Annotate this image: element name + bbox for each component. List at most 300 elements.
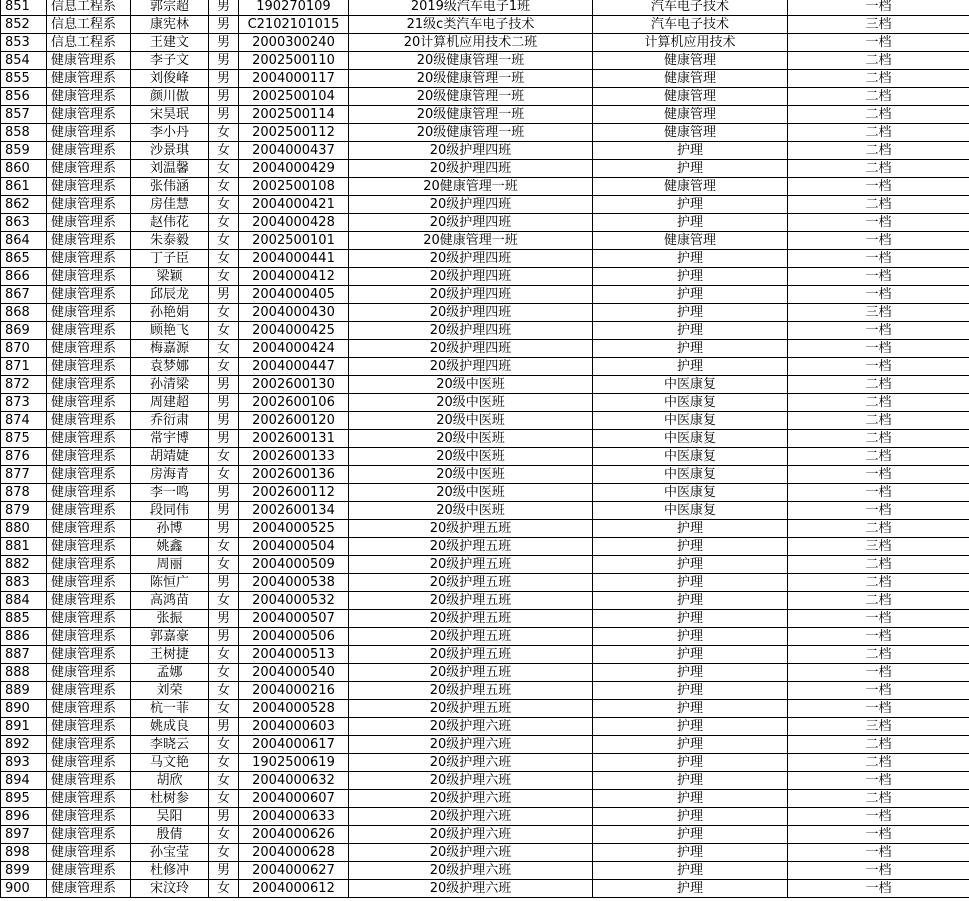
table-row bbox=[1, 106, 969, 124]
student-name-cell: 孟娜 bbox=[131, 664, 209, 682]
row-number-cell: 889 bbox=[1, 682, 47, 700]
level-cell: 一档 bbox=[788, 862, 969, 880]
student-id-cell: 2004000504 bbox=[239, 538, 349, 556]
level-cell: 二档 bbox=[788, 592, 969, 610]
table-row bbox=[1, 448, 969, 466]
table-row bbox=[1, 286, 969, 304]
student-id-cell: 2004000216 bbox=[239, 682, 349, 700]
department-cell: 健康管理系 bbox=[47, 430, 131, 448]
student-name-cell: 杜修冲 bbox=[131, 862, 209, 880]
student-id-cell: 2004000627 bbox=[239, 862, 349, 880]
table-row bbox=[1, 466, 969, 484]
department-cell: 健康管理系 bbox=[47, 664, 131, 682]
class-name-cell: 20级中医班 bbox=[349, 466, 593, 484]
student-name-cell: 马文艳 bbox=[131, 754, 209, 772]
department-cell: 健康管理系 bbox=[47, 286, 131, 304]
row-number-cell: 862 bbox=[1, 196, 47, 214]
class-name-cell: 21级c类汽车电子技术 bbox=[349, 16, 593, 34]
major-cell: 护理 bbox=[593, 160, 788, 178]
level-cell: 一档 bbox=[788, 232, 969, 250]
major-cell: 护理 bbox=[593, 718, 788, 736]
student-name-cell: 颜川傲 bbox=[131, 88, 209, 106]
level-cell: 二档 bbox=[788, 70, 969, 88]
row-number-cell: 879 bbox=[1, 502, 47, 520]
table-row bbox=[1, 880, 969, 898]
gender-cell: 男 bbox=[209, 376, 239, 394]
class-name-cell: 20级中医班 bbox=[349, 412, 593, 430]
gender-cell: 男 bbox=[209, 502, 239, 520]
class-name-cell: 20级护理五班 bbox=[349, 556, 593, 574]
major-cell: 护理 bbox=[593, 790, 788, 808]
student-name-cell: 宋昊珉 bbox=[131, 106, 209, 124]
class-name-cell: 20健康管理一班 bbox=[349, 178, 593, 196]
table-row bbox=[1, 790, 969, 808]
student-name-cell: 刘俊峰 bbox=[131, 70, 209, 88]
gender-cell: 女 bbox=[209, 304, 239, 322]
student-id-cell: 2004000525 bbox=[239, 520, 349, 538]
major-cell: 护理 bbox=[593, 754, 788, 772]
major-cell: 护理 bbox=[593, 880, 788, 898]
gender-cell: 女 bbox=[209, 682, 239, 700]
student-id-cell: 2004000617 bbox=[239, 736, 349, 754]
student-id-cell: 2004000507 bbox=[239, 610, 349, 628]
gender-cell: 女 bbox=[209, 448, 239, 466]
level-cell: 二档 bbox=[788, 736, 969, 754]
student-id-cell: 2004000447 bbox=[239, 358, 349, 376]
student-id-cell: 2002500108 bbox=[239, 178, 349, 196]
row-number-cell: 876 bbox=[1, 448, 47, 466]
row-number-cell: 865 bbox=[1, 250, 47, 268]
table-row bbox=[1, 430, 969, 448]
student-id-cell: 2004000425 bbox=[239, 322, 349, 340]
student-id-cell: 2004000607 bbox=[239, 790, 349, 808]
department-cell: 健康管理系 bbox=[47, 538, 131, 556]
class-name-cell: 20级护理四班 bbox=[349, 304, 593, 322]
department-cell: 健康管理系 bbox=[47, 250, 131, 268]
table-row bbox=[1, 322, 969, 340]
student-name-cell: 刘荣 bbox=[131, 682, 209, 700]
student-name-cell: 丁子臣 bbox=[131, 250, 209, 268]
class-name-cell: 20级护理五班 bbox=[349, 664, 593, 682]
department-cell: 健康管理系 bbox=[47, 196, 131, 214]
class-name-cell: 20健康管理一班 bbox=[349, 232, 593, 250]
row-number-cell: 872 bbox=[1, 376, 47, 394]
row-number-cell: 899 bbox=[1, 862, 47, 880]
gender-cell: 男 bbox=[209, 610, 239, 628]
class-name-cell: 20计算机应用技术二班 bbox=[349, 34, 593, 52]
row-number-cell: 858 bbox=[1, 124, 47, 142]
gender-cell: 男 bbox=[209, 70, 239, 88]
student-id-cell: 2002600131 bbox=[239, 430, 349, 448]
major-cell: 护理 bbox=[593, 250, 788, 268]
table-row bbox=[1, 268, 969, 286]
department-cell: 健康管理系 bbox=[47, 592, 131, 610]
row-number-cell: 896 bbox=[1, 808, 47, 826]
gender-cell: 女 bbox=[209, 178, 239, 196]
major-cell: 护理 bbox=[593, 142, 788, 160]
row-number-cell: 861 bbox=[1, 178, 47, 196]
student-name-cell: 孙清梁 bbox=[131, 376, 209, 394]
class-name-cell: 20级护理六班 bbox=[349, 790, 593, 808]
level-cell: 二档 bbox=[788, 448, 969, 466]
level-cell: 一档 bbox=[788, 286, 969, 304]
gender-cell: 男 bbox=[209, 88, 239, 106]
major-cell: 护理 bbox=[593, 322, 788, 340]
gender-cell: 女 bbox=[209, 196, 239, 214]
class-name-cell: 20级护理四班 bbox=[349, 286, 593, 304]
level-cell: 二档 bbox=[788, 52, 969, 70]
student-id-cell: 2004000506 bbox=[239, 628, 349, 646]
major-cell: 健康管理 bbox=[593, 70, 788, 88]
gender-cell: 女 bbox=[209, 826, 239, 844]
level-cell: 二档 bbox=[788, 394, 969, 412]
student-id-cell: 2002600136 bbox=[239, 466, 349, 484]
class-name-cell: 20级护理五班 bbox=[349, 682, 593, 700]
gender-cell: 男 bbox=[209, 34, 239, 52]
row-number-cell: 870 bbox=[1, 340, 47, 358]
row-number-cell: 898 bbox=[1, 844, 47, 862]
department-cell: 健康管理系 bbox=[47, 394, 131, 412]
level-cell: 二档 bbox=[788, 790, 969, 808]
department-cell: 健康管理系 bbox=[47, 628, 131, 646]
student-id-cell: 2004000528 bbox=[239, 700, 349, 718]
level-cell: 二档 bbox=[788, 88, 969, 106]
department-cell: 健康管理系 bbox=[47, 808, 131, 826]
department-cell: 信息工程系 bbox=[47, 34, 131, 52]
gender-cell: 男 bbox=[209, 106, 239, 124]
gender-cell: 女 bbox=[209, 322, 239, 340]
major-cell: 护理 bbox=[593, 646, 788, 664]
table-row bbox=[1, 592, 969, 610]
major-cell: 护理 bbox=[593, 340, 788, 358]
student-id-cell: 2004000405 bbox=[239, 286, 349, 304]
row-number-cell: 894 bbox=[1, 772, 47, 790]
department-cell: 健康管理系 bbox=[47, 736, 131, 754]
gender-cell: 男 bbox=[209, 430, 239, 448]
major-cell: 护理 bbox=[593, 538, 788, 556]
department-cell: 健康管理系 bbox=[47, 448, 131, 466]
level-cell: 一档 bbox=[788, 664, 969, 682]
row-number-cell: 885 bbox=[1, 610, 47, 628]
department-cell: 健康管理系 bbox=[47, 718, 131, 736]
student-name-cell: 赵伟花 bbox=[131, 214, 209, 232]
gender-cell: 女 bbox=[209, 754, 239, 772]
class-name-cell: 20级护理六班 bbox=[349, 880, 593, 898]
table-row bbox=[1, 826, 969, 844]
department-cell: 健康管理系 bbox=[47, 646, 131, 664]
gender-cell: 女 bbox=[209, 592, 239, 610]
level-cell: 一档 bbox=[788, 178, 969, 196]
level-cell: 三档 bbox=[788, 16, 969, 34]
student-id-cell: 2004000538 bbox=[239, 574, 349, 592]
level-cell: 二档 bbox=[788, 106, 969, 124]
student-name-cell: 胡欣 bbox=[131, 772, 209, 790]
table-row bbox=[1, 250, 969, 268]
row-number-cell: 855 bbox=[1, 70, 47, 88]
student-name-cell: 康宪林 bbox=[131, 16, 209, 34]
table-row bbox=[1, 862, 969, 880]
student-name-cell: 房海青 bbox=[131, 466, 209, 484]
row-number-cell: 863 bbox=[1, 214, 47, 232]
level-cell: 三档 bbox=[788, 304, 969, 322]
class-name-cell: 20级护理四班 bbox=[349, 196, 593, 214]
gender-cell: 女 bbox=[209, 250, 239, 268]
student-name-cell: 梅嘉源 bbox=[131, 340, 209, 358]
table-row bbox=[1, 664, 969, 682]
class-name-cell: 20级健康管理一班 bbox=[349, 52, 593, 70]
class-name-cell: 20级护理五班 bbox=[349, 700, 593, 718]
table-row bbox=[1, 142, 969, 160]
student-id-cell: 2002600120 bbox=[239, 412, 349, 430]
table-row bbox=[1, 682, 969, 700]
table-row bbox=[1, 736, 969, 754]
major-cell: 健康管理 bbox=[593, 106, 788, 124]
class-name-cell: 20级护理四班 bbox=[349, 322, 593, 340]
student-id-cell: 2004000632 bbox=[239, 772, 349, 790]
row-number-cell: 882 bbox=[1, 556, 47, 574]
major-cell: 护理 bbox=[593, 358, 788, 376]
department-cell: 健康管理系 bbox=[47, 376, 131, 394]
class-name-cell: 20级健康管理一班 bbox=[349, 70, 593, 88]
major-cell: 护理 bbox=[593, 844, 788, 862]
department-cell: 健康管理系 bbox=[47, 520, 131, 538]
row-number-cell: 854 bbox=[1, 52, 47, 70]
table-row bbox=[1, 70, 969, 88]
major-cell: 健康管理 bbox=[593, 88, 788, 106]
major-cell: 护理 bbox=[593, 574, 788, 592]
major-cell: 中医康复 bbox=[593, 466, 788, 484]
class-name-cell: 20级护理五班 bbox=[349, 574, 593, 592]
table-row bbox=[1, 754, 969, 772]
major-cell: 护理 bbox=[593, 592, 788, 610]
student-id-cell: 2004000424 bbox=[239, 340, 349, 358]
gender-cell: 男 bbox=[209, 412, 239, 430]
table-row bbox=[1, 484, 969, 502]
student-name-cell: 殷倩 bbox=[131, 826, 209, 844]
department-cell: 健康管理系 bbox=[47, 340, 131, 358]
level-cell: 一档 bbox=[788, 268, 969, 286]
department-cell: 信息工程系 bbox=[47, 0, 131, 16]
student-id-cell: 2004000437 bbox=[239, 142, 349, 160]
class-name-cell: 20级护理四班 bbox=[349, 142, 593, 160]
gender-cell: 男 bbox=[209, 16, 239, 34]
department-cell: 健康管理系 bbox=[47, 88, 131, 106]
row-number-cell: 859 bbox=[1, 142, 47, 160]
major-cell: 护理 bbox=[593, 700, 788, 718]
level-cell: 一档 bbox=[788, 214, 969, 232]
level-cell: 二档 bbox=[788, 376, 969, 394]
class-name-cell: 20级护理五班 bbox=[349, 538, 593, 556]
level-cell: 一档 bbox=[788, 772, 969, 790]
class-name-cell: 20级护理四班 bbox=[349, 160, 593, 178]
gender-cell: 男 bbox=[209, 808, 239, 826]
level-cell: 一档 bbox=[788, 502, 969, 520]
row-number-cell: 883 bbox=[1, 574, 47, 592]
department-cell: 健康管理系 bbox=[47, 880, 131, 898]
major-cell: 护理 bbox=[593, 214, 788, 232]
student-name-cell: 周建超 bbox=[131, 394, 209, 412]
class-name-cell: 20级护理四班 bbox=[349, 340, 593, 358]
department-cell: 健康管理系 bbox=[47, 682, 131, 700]
class-name-cell: 20级护理四班 bbox=[349, 268, 593, 286]
department-cell: 健康管理系 bbox=[47, 574, 131, 592]
row-number-cell: 873 bbox=[1, 394, 47, 412]
row-number-cell: 860 bbox=[1, 160, 47, 178]
student-id-cell: 2004000421 bbox=[239, 196, 349, 214]
department-cell: 健康管理系 bbox=[47, 556, 131, 574]
department-cell: 健康管理系 bbox=[47, 466, 131, 484]
level-cell: 一档 bbox=[788, 358, 969, 376]
row-number-cell: 881 bbox=[1, 538, 47, 556]
row-number-cell: 890 bbox=[1, 700, 47, 718]
student-name-cell: 李晓云 bbox=[131, 736, 209, 754]
major-cell: 中医康复 bbox=[593, 376, 788, 394]
row-number-cell: 874 bbox=[1, 412, 47, 430]
student-id-cell: 2004000532 bbox=[239, 592, 349, 610]
student-name-cell: 郭宗超 bbox=[131, 0, 209, 16]
major-cell: 护理 bbox=[593, 664, 788, 682]
major-cell: 护理 bbox=[593, 826, 788, 844]
major-cell: 护理 bbox=[593, 628, 788, 646]
major-cell: 护理 bbox=[593, 196, 788, 214]
student-id-cell: 2004000540 bbox=[239, 664, 349, 682]
major-cell: 护理 bbox=[593, 556, 788, 574]
student-name-cell: 高鸿苗 bbox=[131, 592, 209, 610]
row-number-cell: 893 bbox=[1, 754, 47, 772]
table-row bbox=[1, 304, 969, 322]
row-number-cell: 884 bbox=[1, 592, 47, 610]
row-number-cell: 878 bbox=[1, 484, 47, 502]
row-number-cell: 866 bbox=[1, 268, 47, 286]
table-row bbox=[1, 394, 969, 412]
table-row bbox=[1, 538, 969, 556]
student-name-cell: 王建文 bbox=[131, 34, 209, 52]
level-cell: 二档 bbox=[788, 142, 969, 160]
department-cell: 健康管理系 bbox=[47, 772, 131, 790]
student-id-cell: 1902500619 bbox=[239, 754, 349, 772]
student-name-cell: 房佳慧 bbox=[131, 196, 209, 214]
department-cell: 健康管理系 bbox=[47, 610, 131, 628]
table-row bbox=[1, 34, 969, 52]
student-name-cell: 孙艳娟 bbox=[131, 304, 209, 322]
department-cell: 信息工程系 bbox=[47, 16, 131, 34]
student-id-cell: 2004000603 bbox=[239, 718, 349, 736]
gender-cell: 女 bbox=[209, 664, 239, 682]
class-name-cell: 20级护理六班 bbox=[349, 754, 593, 772]
level-cell: 二档 bbox=[788, 196, 969, 214]
level-cell: 二档 bbox=[788, 124, 969, 142]
table-body bbox=[1, 0, 969, 898]
level-cell: 一档 bbox=[788, 34, 969, 52]
gender-cell: 女 bbox=[209, 700, 239, 718]
table-row bbox=[1, 718, 969, 736]
student-id-cell: C2102101015 bbox=[239, 16, 349, 34]
class-name-cell: 20级健康管理一班 bbox=[349, 106, 593, 124]
major-cell: 汽车电子技术 bbox=[593, 0, 788, 16]
gender-cell: 男 bbox=[209, 394, 239, 412]
department-cell: 健康管理系 bbox=[47, 52, 131, 70]
student-name-cell: 袁梦娜 bbox=[131, 358, 209, 376]
row-number-cell: 852 bbox=[1, 16, 47, 34]
major-cell: 护理 bbox=[593, 286, 788, 304]
major-cell: 中医康复 bbox=[593, 448, 788, 466]
department-cell: 健康管理系 bbox=[47, 322, 131, 340]
major-cell: 护理 bbox=[593, 682, 788, 700]
table-row bbox=[1, 52, 969, 70]
level-cell: 二档 bbox=[788, 574, 969, 592]
class-name-cell: 20级护理六班 bbox=[349, 844, 593, 862]
student-name-cell: 周丽 bbox=[131, 556, 209, 574]
department-cell: 健康管理系 bbox=[47, 268, 131, 286]
class-name-cell: 20级护理六班 bbox=[349, 862, 593, 880]
student-id-cell: 2004000626 bbox=[239, 826, 349, 844]
row-number-cell: 868 bbox=[1, 304, 47, 322]
class-name-cell: 20级健康管理一班 bbox=[349, 124, 593, 142]
class-name-cell: 20级护理六班 bbox=[349, 772, 593, 790]
class-name-cell: 20级护理五班 bbox=[349, 646, 593, 664]
department-cell: 健康管理系 bbox=[47, 826, 131, 844]
table-row bbox=[1, 844, 969, 862]
row-number-cell: 864 bbox=[1, 232, 47, 250]
gender-cell: 男 bbox=[209, 862, 239, 880]
class-name-cell: 20级护理四班 bbox=[349, 250, 593, 268]
major-cell: 护理 bbox=[593, 268, 788, 286]
student-name-cell: 孙宝莹 bbox=[131, 844, 209, 862]
row-number-cell: 888 bbox=[1, 664, 47, 682]
student-id-cell: 2004000513 bbox=[239, 646, 349, 664]
student-name-cell: 乔衍肃 bbox=[131, 412, 209, 430]
table-row bbox=[1, 358, 969, 376]
student-name-cell: 段同伟 bbox=[131, 502, 209, 520]
gender-cell: 女 bbox=[209, 646, 239, 664]
row-number-cell: 900 bbox=[1, 880, 47, 898]
student-name-cell: 孙博 bbox=[131, 520, 209, 538]
student-name-cell: 姚成良 bbox=[131, 718, 209, 736]
student-name-cell: 吴阳 bbox=[131, 808, 209, 826]
row-number-cell: 875 bbox=[1, 430, 47, 448]
department-cell: 健康管理系 bbox=[47, 412, 131, 430]
department-cell: 健康管理系 bbox=[47, 862, 131, 880]
table-row bbox=[1, 520, 969, 538]
student-id-cell: 2004000412 bbox=[239, 268, 349, 286]
department-cell: 健康管理系 bbox=[47, 358, 131, 376]
student-id-cell: 2002500101 bbox=[239, 232, 349, 250]
row-number-cell: 857 bbox=[1, 106, 47, 124]
student-id-cell: 2004000612 bbox=[239, 880, 349, 898]
class-name-cell: 20级护理五班 bbox=[349, 628, 593, 646]
student-name-cell: 胡靖婕 bbox=[131, 448, 209, 466]
level-cell: 一档 bbox=[788, 700, 969, 718]
student-id-cell: 2004000428 bbox=[239, 214, 349, 232]
row-number-cell: 853 bbox=[1, 34, 47, 52]
department-cell: 健康管理系 bbox=[47, 700, 131, 718]
gender-cell: 女 bbox=[209, 124, 239, 142]
level-cell: 一档 bbox=[788, 0, 969, 16]
class-name-cell: 20级护理六班 bbox=[349, 736, 593, 754]
class-name-cell: 20级护理六班 bbox=[349, 718, 593, 736]
gender-cell: 女 bbox=[209, 142, 239, 160]
major-cell: 护理 bbox=[593, 862, 788, 880]
student-id-cell: 2004000441 bbox=[239, 250, 349, 268]
row-number-cell: 851 bbox=[1, 0, 47, 16]
table-row bbox=[1, 214, 969, 232]
level-cell: 一档 bbox=[788, 322, 969, 340]
student-name-cell: 郭嘉豪 bbox=[131, 628, 209, 646]
major-cell: 护理 bbox=[593, 520, 788, 538]
gender-cell: 男 bbox=[209, 286, 239, 304]
gender-cell: 女 bbox=[209, 358, 239, 376]
gender-cell: 女 bbox=[209, 556, 239, 574]
